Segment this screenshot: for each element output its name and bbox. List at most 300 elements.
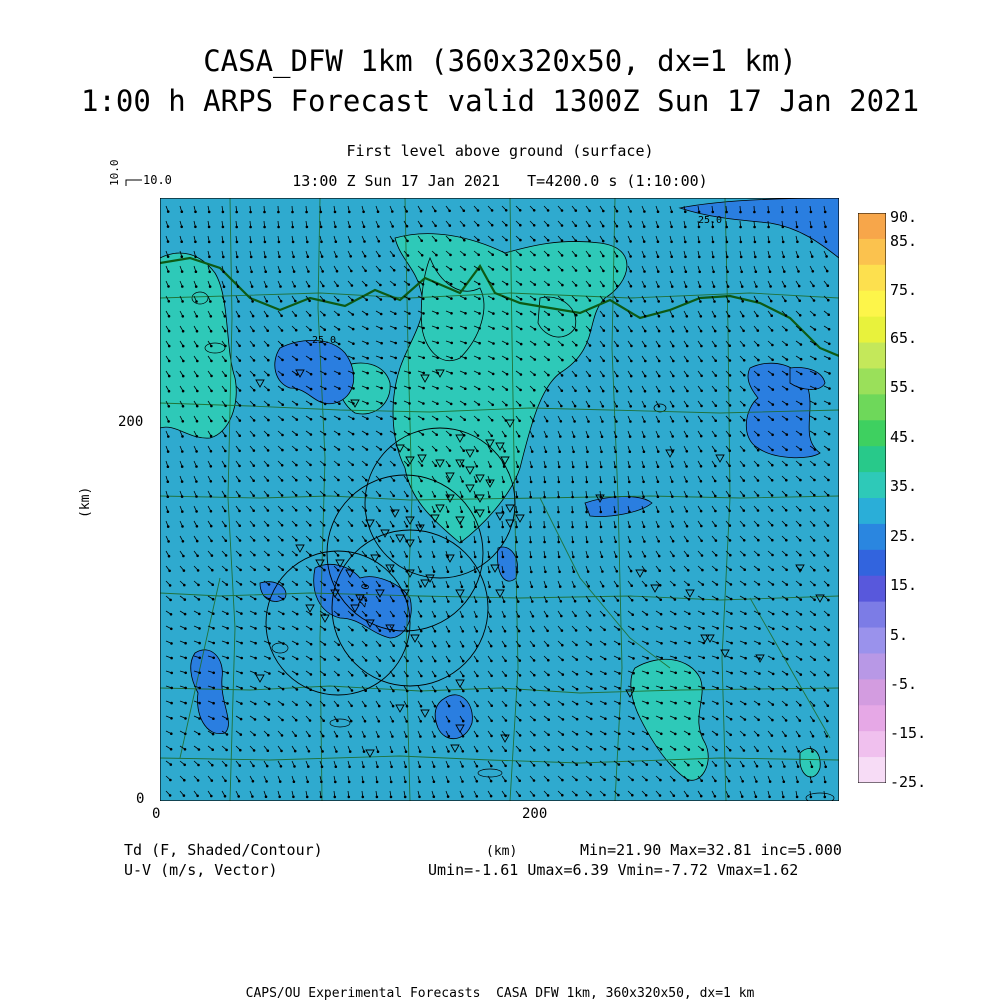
wind-vector-head <box>603 270 605 272</box>
wind-vector-head <box>280 286 282 288</box>
wind-vector-head <box>828 418 830 420</box>
wind-vector-head <box>657 481 659 483</box>
wind-vector-head <box>672 436 674 438</box>
wind-vector-head <box>686 525 688 527</box>
wind-vector-head <box>786 329 788 331</box>
wind-vector-head <box>743 450 745 452</box>
wind-vector-head <box>491 750 493 752</box>
wind-vector-head <box>349 226 351 228</box>
wind-vector-head <box>168 375 170 377</box>
wind-vector-head <box>366 464 368 466</box>
wind-vector-head <box>506 239 508 241</box>
wind-vector-head <box>519 795 521 797</box>
wind-vector-head <box>213 657 215 659</box>
wind-vector-head <box>420 736 422 738</box>
wind-vector-head <box>462 616 464 618</box>
wind-vector-head <box>785 494 787 496</box>
wind-vector-head <box>379 525 381 527</box>
wind-vector-head <box>576 688 578 690</box>
wind-vector-head <box>392 525 394 527</box>
wind-vector-head <box>534 269 536 271</box>
wind-vector-head <box>674 613 676 615</box>
wind-vector-head <box>324 479 326 481</box>
wind-vector-head <box>406 570 408 572</box>
wind-vector-head <box>293 256 295 258</box>
wind-vector-head <box>198 764 200 766</box>
wind-vector-head <box>744 554 746 556</box>
wind-vector-head <box>236 211 238 213</box>
wind-vector-head <box>800 674 802 676</box>
wind-vector-head <box>772 419 774 421</box>
wind-vector-head <box>476 735 478 737</box>
wind-vector-head <box>198 584 200 586</box>
wind-vector-head <box>171 657 173 659</box>
wind-vector-head <box>743 539 745 541</box>
wind-vector-head <box>167 226 169 228</box>
wind-vector-head <box>590 733 592 735</box>
wind-vector-head <box>558 496 560 498</box>
wind-vector-head <box>197 780 199 782</box>
wind-vector-head <box>574 586 576 588</box>
wind-vector-head <box>742 780 744 782</box>
wind-vector-head <box>240 569 242 571</box>
wind-vector-head <box>181 496 183 498</box>
wind-vector-head <box>799 539 801 541</box>
wind-vector-head <box>589 375 591 377</box>
wind-vector-head <box>365 644 367 646</box>
wind-vector-head <box>504 645 506 647</box>
wind-vector-head <box>211 405 213 407</box>
wind-vector-head <box>338 329 340 331</box>
wind-vector-head <box>168 286 170 288</box>
wind-vector-head <box>365 270 367 272</box>
wind-vector-head <box>629 466 631 468</box>
wind-vector-head <box>729 435 731 437</box>
wind-vector-head <box>183 584 185 586</box>
wind-vector-head <box>744 734 746 736</box>
wind-vector-head <box>672 511 674 513</box>
wind-vector-head <box>167 511 169 513</box>
wind-vector-head <box>520 239 522 241</box>
wind-vector-head <box>688 733 690 735</box>
wind-vector-head <box>281 315 283 317</box>
wind-vector-head <box>686 315 688 317</box>
wind-vector-head <box>800 689 802 691</box>
wind-vector-head <box>376 796 378 798</box>
wind-vector-head <box>603 300 605 302</box>
wind-vector-head <box>619 718 621 720</box>
wind-vector-head <box>530 526 532 528</box>
wind-vector-head <box>658 555 660 557</box>
wind-vector-head <box>714 795 716 797</box>
wind-vector-head <box>605 703 607 705</box>
wind-vector-head <box>786 403 788 405</box>
y-axis-label: (km) <box>78 487 93 518</box>
wind-vector-head <box>700 450 702 452</box>
wind-vector-head <box>645 585 647 587</box>
wind-vector-head <box>646 614 648 616</box>
wind-vector-head <box>687 780 689 782</box>
wind-vector-head <box>461 601 463 603</box>
wind-vector-head <box>309 720 311 722</box>
wind-vector-head <box>365 540 367 542</box>
wind-vector-head <box>296 628 298 630</box>
wind-vector-head <box>365 510 367 512</box>
wind-vector-head <box>393 630 395 632</box>
wind-vector-head <box>309 494 311 496</box>
wind-vector-head <box>689 628 691 630</box>
wind-vector-head <box>476 616 478 618</box>
wind-vector-head <box>474 541 476 543</box>
wind-vector-head <box>545 586 547 588</box>
wind-vector-head <box>465 327 467 329</box>
wind-vector-head <box>532 615 534 617</box>
wind-vector-head <box>644 315 646 317</box>
wind-vector-head <box>293 271 295 273</box>
wind-vector-head <box>827 570 829 572</box>
wind-vector-head <box>293 781 295 783</box>
wind-vector-head <box>324 418 326 420</box>
wind-vector-head <box>785 524 787 526</box>
wind-vector-head <box>758 688 760 690</box>
wind-vector-head <box>195 256 197 258</box>
wind-vector-head <box>548 344 550 346</box>
wind-vector-head <box>168 330 170 332</box>
wind-vector-head <box>700 510 702 512</box>
wind-vector-head <box>758 719 760 721</box>
colorbar-cell <box>858 446 886 472</box>
wind-vector-head <box>572 541 574 543</box>
wind-vector-head <box>433 571 435 573</box>
wind-vector-head <box>756 765 758 767</box>
wind-vector-head <box>644 405 646 407</box>
wind-vector-head <box>731 613 733 615</box>
wind-vector-head <box>269 628 271 630</box>
wind-vector-head <box>544 511 546 513</box>
wind-vector-head <box>392 720 394 722</box>
wind-vector-head <box>716 598 718 600</box>
wind-vector-head <box>506 343 508 345</box>
wind-vector-head <box>645 794 647 796</box>
wind-vector-head <box>772 434 774 436</box>
wind-vector-head <box>533 765 535 767</box>
wind-vector-head <box>489 601 491 603</box>
wind-vector-head <box>351 570 353 572</box>
wind-vector-head <box>617 315 619 317</box>
wind-vector-head <box>224 480 226 482</box>
wind-vector-head <box>617 330 619 332</box>
wind-vector-head <box>758 554 760 556</box>
wind-vector-head <box>658 390 660 392</box>
colorbar-cell <box>858 213 886 239</box>
wind-vector-head <box>768 211 770 213</box>
wind-vector-head <box>211 390 213 392</box>
wind-vector-head <box>800 643 802 645</box>
wind-vector-head <box>210 465 212 467</box>
colorbar-label: -5. <box>890 675 917 693</box>
wind-vector-head <box>181 466 183 468</box>
wind-vector-head <box>814 614 816 616</box>
wind-vector-head <box>310 674 312 676</box>
wind-vector-head <box>633 672 635 674</box>
wind-vector-head <box>574 405 576 407</box>
wind-vector-head <box>353 358 355 360</box>
wind-vector-head <box>213 702 215 704</box>
wind-vector-head <box>814 358 816 360</box>
wind-vector-head <box>617 585 619 587</box>
wind-vector-head <box>365 555 367 557</box>
wind-vector-head <box>213 627 215 629</box>
wind-vector-head <box>281 344 283 346</box>
wind-vector-head <box>587 451 589 453</box>
wind-vector-head <box>296 359 298 361</box>
wind-vector-head <box>491 705 493 707</box>
wind-vector-head <box>618 733 620 735</box>
wind-vector-head <box>462 781 464 783</box>
wind-vector-head <box>576 659 578 661</box>
wind-vector-head <box>478 404 480 406</box>
wind-vector-head <box>561 240 563 242</box>
wind-vector-head <box>363 226 365 228</box>
wind-vector-head <box>632 733 634 735</box>
wind-vector-head <box>829 388 831 390</box>
wind-vector-head <box>211 360 213 362</box>
wind-vector-head <box>351 690 353 692</box>
wind-vector-head <box>800 344 802 346</box>
wind-vector-head <box>294 285 296 287</box>
wind-vector-head <box>701 420 703 422</box>
wind-vector-head <box>309 735 311 737</box>
wind-vector-head <box>448 496 450 498</box>
wind-vector-head <box>381 402 383 404</box>
wind-vector-head <box>265 796 267 798</box>
wind-vector-head <box>365 284 367 286</box>
wind-vector-head <box>183 779 185 781</box>
wind-vector-head <box>660 733 662 735</box>
wind-vector-head <box>208 226 210 228</box>
wind-vector-head <box>575 630 577 632</box>
wind-vector-head <box>170 599 172 601</box>
wind-vector-head <box>213 672 215 674</box>
wind-vector-head <box>210 525 212 527</box>
wind-vector-head <box>701 764 703 766</box>
wind-vector-head <box>477 435 479 437</box>
wind-vector-head <box>601 451 603 453</box>
wind-vector-head <box>590 658 592 660</box>
wind-vector-head <box>657 526 659 528</box>
wind-vector-head <box>517 601 519 603</box>
wind-vector-head <box>686 435 688 437</box>
wind-vector-head <box>236 226 238 228</box>
wind-vector-head <box>338 314 340 316</box>
wind-vector-head <box>771 495 773 497</box>
wind-vector-head <box>296 584 298 586</box>
wind-vector-head <box>644 300 646 302</box>
wind-vector-head <box>814 449 816 451</box>
wind-vector-head <box>239 420 241 422</box>
colorbar-cell <box>858 317 886 343</box>
wind-vector-head <box>520 389 522 391</box>
wind-vector-head <box>672 451 674 453</box>
wind-vector-head <box>210 495 212 497</box>
wind-vector-head <box>395 327 397 329</box>
wind-vector-head <box>250 226 252 228</box>
wind-vector-head <box>408 269 410 271</box>
wind-vector-head <box>296 419 298 421</box>
wind-vector-head <box>490 616 492 618</box>
wind-vector-head <box>688 598 690 600</box>
wind-vector-head <box>381 342 383 344</box>
wind-vector-head <box>658 540 660 542</box>
wind-vector-head <box>826 735 828 737</box>
wind-vector-head <box>338 343 340 345</box>
wind-vector-head <box>447 601 449 603</box>
wind-vector-head <box>420 526 422 528</box>
wind-vector-head <box>337 510 339 512</box>
wind-vector-head <box>520 343 522 345</box>
wind-vector-head <box>531 466 533 468</box>
wind-vector-head <box>630 226 632 228</box>
wind-vector-head <box>365 629 367 631</box>
wind-vector-head <box>209 286 211 288</box>
wind-vector-head <box>394 449 396 451</box>
wind-vector-head <box>407 480 409 482</box>
wind-vector-head <box>462 690 464 692</box>
wind-vector-head <box>490 780 492 782</box>
wind-vector-head <box>728 301 730 303</box>
wind-vector-head <box>423 327 425 329</box>
wind-vector-head <box>605 673 607 675</box>
wind-vector-head <box>408 449 410 451</box>
wind-vector-head <box>310 689 312 691</box>
wind-vector-head <box>492 404 494 406</box>
wind-vector-head <box>436 254 438 256</box>
wind-vector-head <box>576 644 578 646</box>
wind-vector-head <box>437 357 439 359</box>
wind-vector-head <box>786 344 788 346</box>
x-axis-label: (km) <box>486 844 517 859</box>
wind-vector-head <box>447 571 449 573</box>
wind-vector-head <box>477 720 479 722</box>
wind-vector-head <box>576 673 578 675</box>
wind-vector-head <box>782 211 784 213</box>
wind-vector-head <box>619 687 621 689</box>
wind-vector-head <box>657 241 659 243</box>
wind-vector-head <box>196 540 198 542</box>
wind-vector-head <box>292 226 294 228</box>
wind-vector-head <box>675 672 677 674</box>
wind-vector-head <box>633 658 635 660</box>
wind-vector-head <box>211 375 213 377</box>
wind-vector-head <box>198 733 200 735</box>
wind-vector-head <box>268 598 270 600</box>
wind-vector-head <box>381 418 383 420</box>
wind-vector-head <box>813 509 815 511</box>
wind-vector-head <box>476 630 478 632</box>
wind-vector-head <box>476 765 478 767</box>
wind-vector-head <box>587 571 589 573</box>
wind-vector-head <box>548 374 550 376</box>
wind-vector-head <box>814 644 816 646</box>
wind-vector-head <box>479 373 481 375</box>
wind-vector-head <box>210 450 212 452</box>
wind-vector-head <box>647 717 649 719</box>
wind-vector-head <box>729 495 731 497</box>
wind-vector-head <box>505 224 507 226</box>
wind-vector-head <box>616 570 618 572</box>
wind-vector-head <box>786 643 788 645</box>
wind-vector-head <box>241 703 243 705</box>
wind-vector-head <box>575 390 577 392</box>
wind-vector-head <box>240 734 242 736</box>
wind-vector-head <box>618 643 620 645</box>
wind-vector-head <box>715 390 717 392</box>
wind-vector-head <box>671 286 673 288</box>
wind-vector-head <box>758 404 760 406</box>
wind-vector-head <box>478 283 480 285</box>
wind-vector-head <box>646 779 648 781</box>
wind-vector-head <box>239 540 241 542</box>
wind-vector-head <box>618 748 620 750</box>
wind-vector-head <box>772 359 774 361</box>
wind-vector-head <box>534 689 536 691</box>
wind-vector-head <box>686 345 688 347</box>
wind-vector-head <box>516 556 518 558</box>
wind-vector-head <box>433 541 435 543</box>
wind-vector-head <box>170 733 172 735</box>
wind-vector-head <box>434 690 436 692</box>
wind-vector-head <box>310 613 312 615</box>
wind-vector-head <box>408 418 410 420</box>
wind-vector-head <box>630 556 632 558</box>
wind-vector-head <box>310 388 312 390</box>
wind-vector-head <box>672 315 674 317</box>
wind-vector-head <box>672 390 674 392</box>
wind-vector-head <box>504 616 506 618</box>
wind-vector-head <box>253 374 255 376</box>
wind-vector-head <box>464 254 466 256</box>
wind-vector-head <box>533 660 535 662</box>
wind-vector-head <box>672 405 674 407</box>
wind-vector-head <box>644 211 646 213</box>
wind-vector-head <box>199 628 201 630</box>
wind-vector-head <box>322 285 324 287</box>
wind-vector-head <box>758 569 760 571</box>
wind-vector-head <box>253 765 255 767</box>
wind-vector-head <box>772 613 774 615</box>
wind-vector-head <box>800 449 802 451</box>
wind-vector-head <box>616 285 618 287</box>
wind-vector-head <box>633 718 635 720</box>
x-tick-200: 200 <box>522 806 547 822</box>
wind-vector-head <box>505 675 507 677</box>
wind-vector-head <box>685 256 687 258</box>
wind-vector-head <box>393 675 395 677</box>
wind-vector-head <box>730 703 732 705</box>
wind-vector-head <box>392 240 394 242</box>
wind-vector-head <box>714 495 716 497</box>
wind-vector-head <box>198 599 200 601</box>
wind-vector-head <box>419 766 421 768</box>
wind-vector-head <box>278 241 280 243</box>
wind-vector-head <box>421 480 423 482</box>
wind-vector-head <box>727 286 729 288</box>
wind-vector-head <box>756 781 758 783</box>
wind-vector-head <box>534 359 536 361</box>
wind-vector-head <box>712 211 714 213</box>
wind-vector-head <box>758 389 760 391</box>
wind-vector-head <box>715 780 717 782</box>
